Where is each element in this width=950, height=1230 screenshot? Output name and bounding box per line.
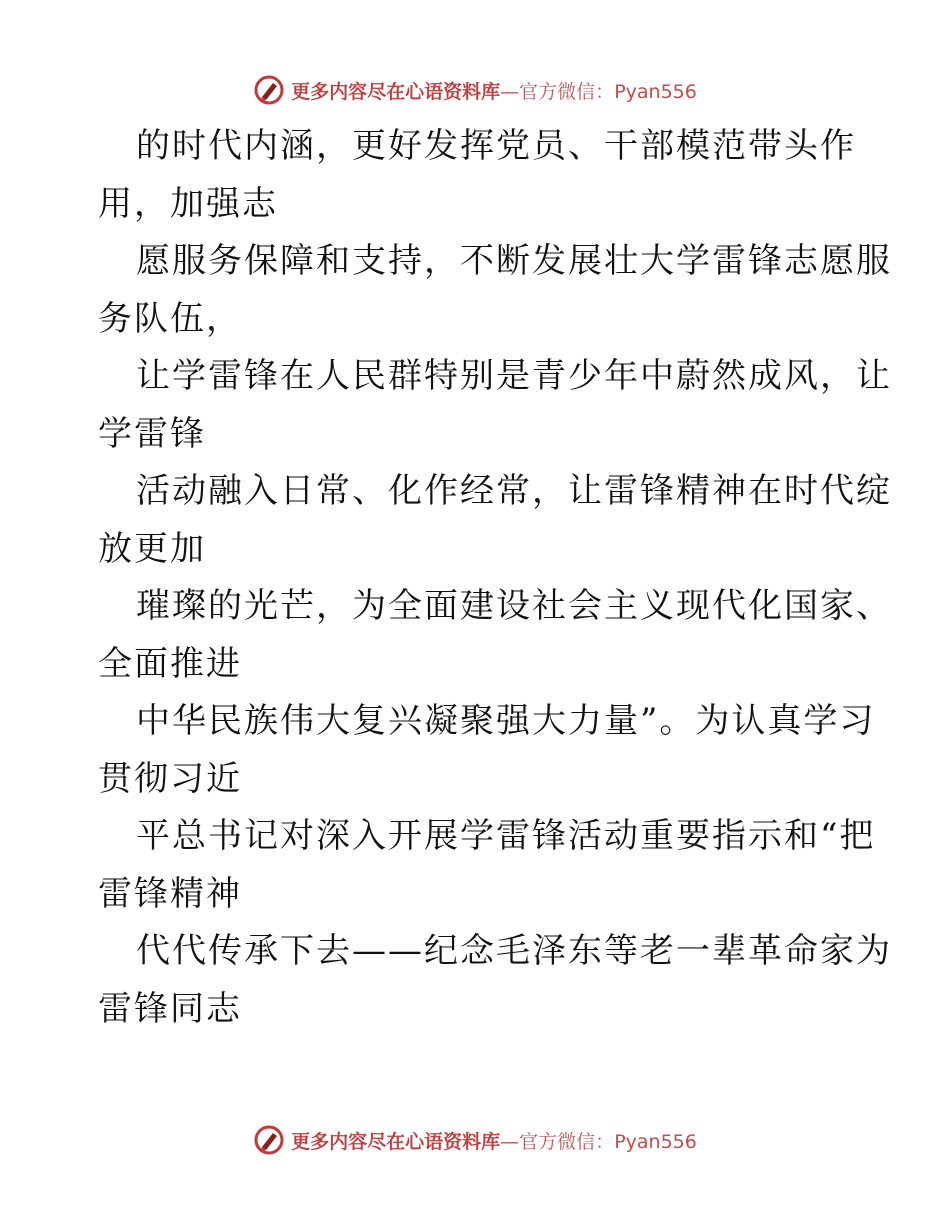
text-line: 代代传承下去——纪念毛泽东等老一辈革命家为	[136, 931, 892, 971]
document-body	[98, 118, 892, 1038]
text-line: 放更加	[98, 528, 206, 569]
pen-logo-icon	[253, 74, 285, 106]
watermark-main: 更多内容尽在心语资料库	[291, 1130, 501, 1153]
watermark-dash: —	[500, 1130, 520, 1153]
text-line: 愿服务保障和支持，不断发展壮大学雷锋志愿服	[136, 241, 892, 281]
text-line: 平总书记对深入开展学雷锋活动重要指示和“把	[136, 816, 876, 856]
text-line: 璀璨的光芒，为全面建设社会主义现代化国家、	[136, 586, 892, 626]
watermark-sub: 官方微信：	[519, 80, 615, 103]
footer-watermark	[0, 1120, 950, 1160]
text-line: 让学雷锋在人民群特别是青少年中蔚然成风，让	[136, 356, 892, 396]
text-line: 贯彻习近	[98, 758, 242, 799]
text-line: 学雷锋	[98, 413, 206, 454]
text-line: 用，加强志	[98, 183, 278, 224]
watermark-main: 更多内容尽在心语资料库	[291, 80, 501, 103]
watermark-text	[291, 77, 697, 104]
text-line: 中华民族伟大复兴凝聚强大力量”。为认真学习	[136, 701, 876, 741]
header-watermark	[0, 70, 950, 110]
text-line: 的时代内涵，更好发挥党员、干部模范带头作	[136, 126, 856, 166]
watermark-id: Pyan556	[614, 1130, 697, 1153]
text-line: 雷锋精神	[98, 873, 242, 914]
text-line: 全面推进	[98, 643, 242, 684]
pen-logo-icon	[253, 1124, 285, 1156]
watermark-sub: 官方微信：	[519, 1130, 615, 1153]
text-line: 雷锋同志	[98, 988, 242, 1029]
watermark-text	[291, 1127, 697, 1154]
text-line: 活动融入日常、化作经常，让雷锋精神在时代绽	[136, 471, 892, 511]
watermark-id: Pyan556	[614, 80, 697, 103]
watermark-dash: —	[500, 80, 520, 103]
text-line: 务队伍，	[98, 298, 242, 339]
